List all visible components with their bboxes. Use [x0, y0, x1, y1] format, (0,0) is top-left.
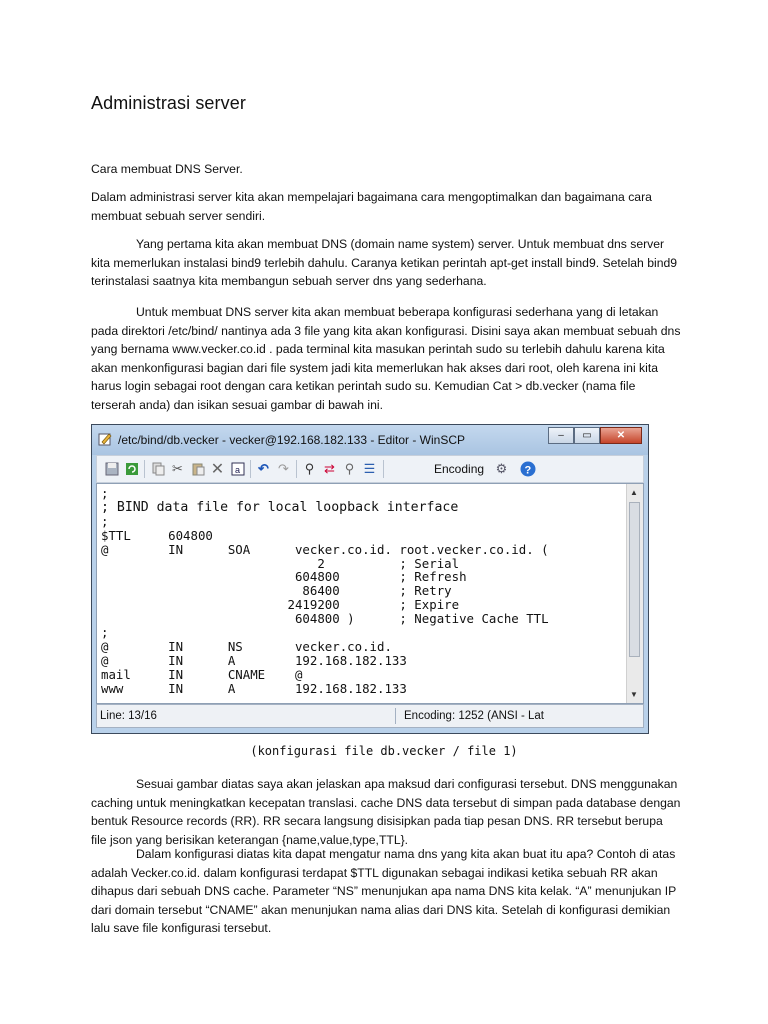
scrollbar-thumb[interactable]	[629, 502, 640, 657]
find-next-icon[interactable]: ⚲	[344, 460, 355, 476]
window-title: /etc/bind/db.vecker - vecker@192.168.182.133 - Editor - WinSCP	[118, 433, 466, 447]
undo-icon[interactable]: ↶	[258, 460, 269, 476]
code-line: @ IN SOA vecker.co.id. root.vecker.co.id. (	[101, 541, 549, 557]
code-text	[101, 487, 549, 696]
editor-toolbar	[96, 455, 644, 483]
code-line: mail IN CNAME @	[101, 666, 303, 682]
code-line: @ IN A 192.168.182.133	[101, 652, 407, 668]
minimize-button[interactable]: –	[548, 427, 574, 444]
code-line: ;	[101, 513, 109, 529]
paragraph-4	[91, 775, 681, 849]
section-heading: Cara membuat DNS Server.	[91, 162, 243, 176]
settings-icon[interactable]: ⚙	[495, 460, 508, 476]
scroll-up-icon[interactable]: ▲	[630, 488, 638, 497]
encoding-button[interactable]: Encoding	[434, 462, 485, 476]
maximize-button[interactable]: ▭	[574, 427, 600, 444]
paragraph-2-text: Yang pertama kita akan membuat DNS (domain name system) server. Untuk membuat dns server kita memerlukan instalasi bind9 terlebih dahulu. Caranya ketikan perintah apt-get install bind9. Setelah bind9 terinstalasi saatnya kita membangun sebuah server dns yang sederhana.	[91, 237, 678, 288]
close-button[interactable]: ✕	[600, 427, 642, 444]
window-titlebar[interactable]	[92, 425, 648, 455]
code-editor[interactable]	[96, 483, 644, 704]
find-icon[interactable]: ⚲	[304, 460, 315, 476]
code-line: 2 ; Serial	[101, 555, 460, 571]
figure-caption: (konfigurasi file db.vecker / file 1)	[250, 744, 518, 758]
paragraph-5-text: Dalam konfigurasi diatas kita dapat mengatur nama dns yang kita akan buat itu apa? Contoh di atas adalah Vecker.co.id. dalam konfigurasi terdapat $TTL digunakan sebagai indikasi ketika sebuah RR akan dihapus dari sebuah DNS cache. Parameter “NS” menunjukan apa nama DNS kita kelak. “A” menunjukan IP dari domain tersebut “CNAME” akan menunjukan nama alias dari DNS kita. Setelah di konfigurasi demikian lalu save file konfigurasi tersebut.	[91, 847, 677, 935]
code-line: ; BIND data file for local loopback interface	[101, 499, 459, 515]
paragraph-3-text: Untuk membuat DNS server kita akan membuat beberapa konfigurasi sederhana yang di letakan pada direktori /etc/bind/ nantinya ada 3 file yang kita akan konfigurasi. Disini saya akan membuat sebuah dns yang bernama www.vecker.co.id . pada terminal kita masukan perintah sudo su terlebih dahulu karena kita akan menkonfigurasi bagian dari file system jadi kita memerlukan hak akses dari root, oleh karena ini kita harus login sebagai root dengan cara ketikan perintah sudo su. Kemudian Cat > db.vecker (nama file terserah anda) dan isikan sesuai gambar di bawah ini.	[91, 305, 681, 412]
code-line: @ IN NS vecker.co.id.	[101, 638, 392, 654]
paragraph-5	[91, 845, 681, 938]
select-all-icon[interactable]	[229, 460, 246, 477]
code-line: www IN A 192.168.182.133	[101, 680, 407, 696]
replace-icon[interactable]: ⇄	[324, 460, 335, 476]
code-line: $TTL 604800	[101, 527, 213, 543]
paragraph-1: Dalam administrasi server kita akan mempelajari bagaimana cara mengoptimalkan dan bagaimana cara membuat sebuah server sendiri.	[91, 190, 652, 223]
help-icon[interactable]	[519, 460, 536, 477]
paragraph-2	[91, 235, 681, 291]
cut-icon[interactable]: ✂	[172, 460, 183, 476]
paragraph-3	[91, 303, 681, 414]
status-line: Line: 13/16	[100, 710, 157, 722]
paragraph-4-text: Sesuai gambar diatas saya akan jelaskan apa maksud dari configurasi tersebut. DNS menggunakan caching untuk meningkatkan kecepatan translasi. cache DNS data tersebut di simpan pada database dengan bentuk Resource records (RR). RR secara langsung disisipkan pada tiap pesan DNS. RR tersebut berupa file json yang berisikan keterangan {name,value,type,TTL}.	[91, 777, 681, 847]
status-bar	[96, 704, 644, 728]
code-line: 604800 ) ; Negative Cache TTL	[101, 611, 549, 627]
code-line: 2419200 ; Expire	[101, 597, 460, 613]
status-encoding: Encoding: 1252 (ANSI - Lat	[404, 710, 544, 722]
vertical-scrollbar[interactable]	[626, 484, 643, 703]
goto-line-icon[interactable]: ☰	[363, 460, 376, 476]
code-line: 604800 ; Refresh	[101, 569, 467, 585]
code-line: 86400 ; Retry	[101, 583, 452, 599]
winscp-editor-window	[91, 424, 649, 734]
svg-text:a: a	[234, 464, 240, 475]
code-line: ;	[101, 625, 109, 641]
save-icon[interactable]	[103, 460, 120, 477]
editor-icon	[98, 432, 112, 446]
reload-icon[interactable]	[123, 460, 140, 477]
scroll-down-icon[interactable]: ▼	[630, 690, 638, 699]
code-line: ;	[101, 486, 109, 501]
page-title: Administrasi server	[91, 93, 246, 113]
paste-icon[interactable]	[189, 460, 206, 477]
svg-text:?: ?	[524, 464, 531, 476]
delete-icon[interactable]: ✕	[210, 460, 225, 478]
copy-icon[interactable]	[149, 460, 166, 477]
redo-icon[interactable]: ↷	[278, 460, 289, 476]
